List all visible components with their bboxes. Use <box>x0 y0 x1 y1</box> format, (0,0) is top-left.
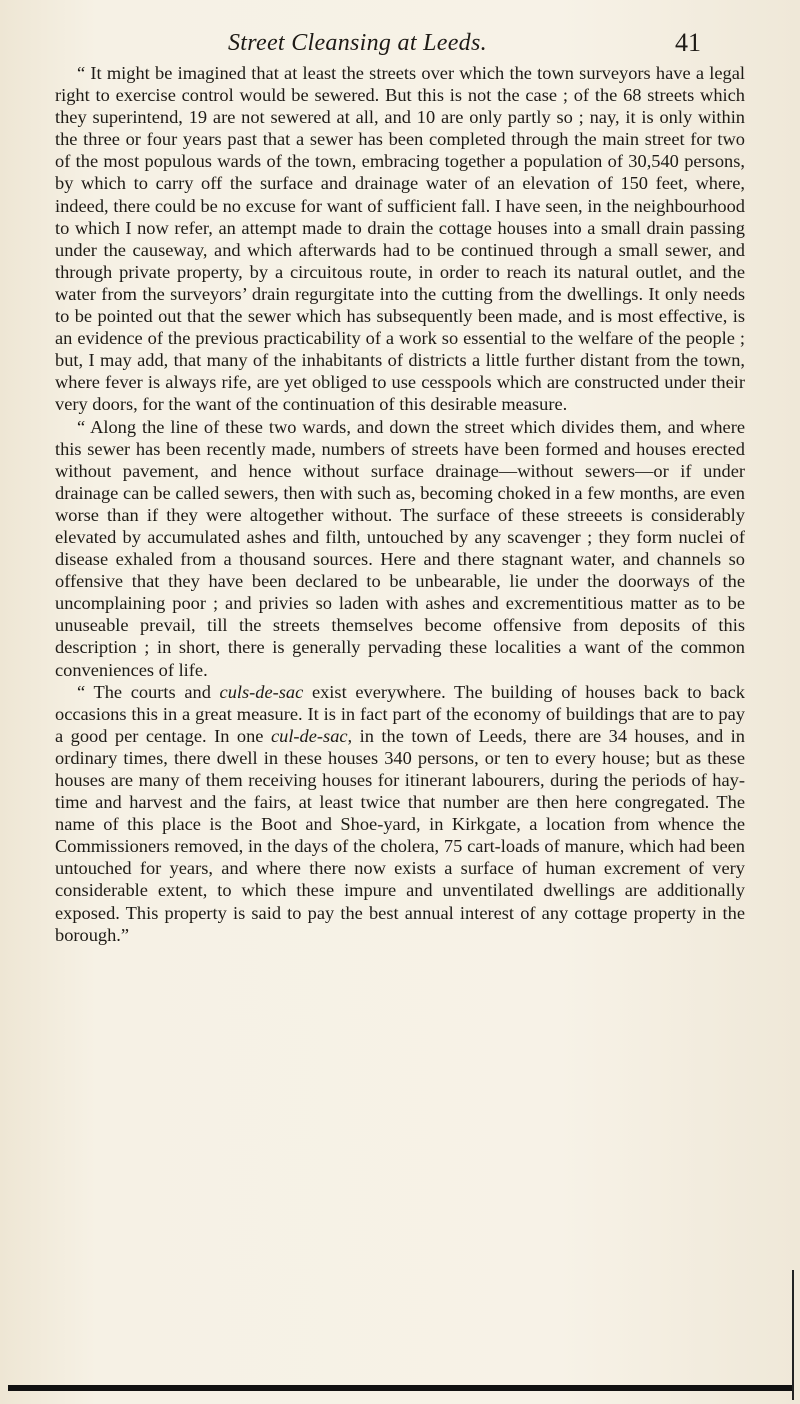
paragraph-3-italic-cul-de-sac: cul-de-sac, <box>270 725 353 746</box>
paragraph-3-part-3: in the town of Leeds, there are 34 houses, and in ordinary times, there dwell in these houses 340 persons, or ten to every house; but as these houses are many of them receiving houses for itinerant labourers, during the periods of hay-time and harvest and the fairs, at least twice that number are then here congregated. The name of this place is the Boot and Shoe-yard, in Kirkgate, a location from whence the Commissioners removed, in the days of the cholera, 75 cart-loads of manure, which had been untouched for years, and where there now exists a surface of human excrement of very considerable extent, to which these impure and unventilated dwellings are additionally exposed. This property is said to pay the best annual interest of any cottage property in the borough.” <box>55 725 745 945</box>
paragraph-3 <box>55 681 745 946</box>
paragraph-2: “ Along the line of these two wards, and down the street which divides them, and where this sewer has been recently made, numbers of streets have been formed and houses erected without pavement, and hence without surface drainage—without sewers—or if under drainage can be called sewers, then with such as, becoming choked in a few months, are even worse than if they were altogether without. The surface of these streeets is considerably elevated by accumulated ashes and filth, untouched by any scavenger ; they form nuclei of disease exhaled from a thousand sources. Here and there stagnant water, and channels so offensive that they have been declared to be unbearable, lie under the doorways of the uncomplaining poor ; and privies so laden with ashes and excrementitious matter as to be unuseable prevail, till the streets themselves become offensive from deposits of this description ; in short, there is generally pervading these localities a want of the common conveniences of life. <box>55 416 745 680</box>
bottom-edge-rule <box>8 1385 792 1391</box>
running-title: Street Cleansing at Leeds. <box>228 30 487 56</box>
paragraph-3-part-1: “ The courts and <box>77 681 220 702</box>
right-edge-shadow <box>792 1270 794 1400</box>
paragraph-3-part-2: exist everywhere. The building of houses back to back occasions this in a great measure. It is in fact part of the economy of buildings that are to pay a good per centage. In one <box>55 681 745 746</box>
page-number: 41 <box>675 28 701 57</box>
paragraph-3-italic-culs-de-sac: culs-de-sac <box>219 681 304 702</box>
paragraph-1: “ It might be imagined that at least the streets over which the town surveyors have a legal right to exercise control would be sewered. But this is not the case ; of the 68 streets which they superintend, 19 are not sewered at all, and 10 are only partly so ; nay, it is only within the three or four years past that a sewer has been completed through the main street for two of the most populous wards of the town, embracing together a population of 30,540 persons, by which to carry off the surface and drainage water of an elevation of 150 feet, where, indeed, there could be no excuse for want of sufficient fall. I have seen, in the neighbourhood to which I now refer, an attempt made to drain the cottage houses into a small drain passing under the causeway, and which afterwards had to be continued through a small sewer, and through private property, by a circuitous route, in order to reach its natural outlet, and the water from the surveyors’ drain regurgitate into the cutting from the dwellings. It only needs to be pointed out that the sewer which has subsequently been made, and is most effective, is an evidence of the previous practicability of a work so essential to the welfare of the people ; but, I may add, that many of the inhabitants of districts a little further distant from the town, where fever is always rife, are yet obliged to use cesspools which are constructed under their very doors, for the want of the continuation of this desirable measure. <box>55 63 745 415</box>
body-text <box>55 62 745 946</box>
